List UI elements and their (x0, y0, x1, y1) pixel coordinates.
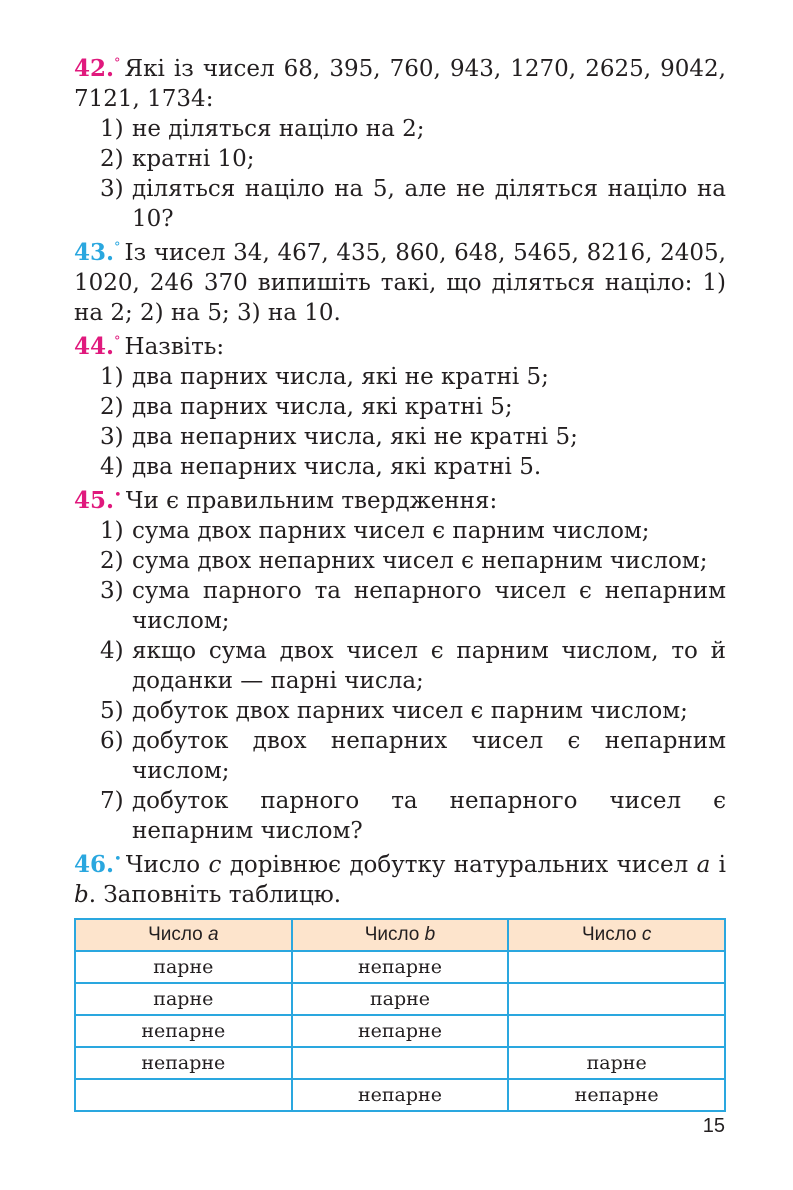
exercise-46 (74, 850, 726, 1112)
exercise-42-intro (74, 54, 726, 114)
exercise-number: 46. (74, 851, 115, 878)
item-text: добуток двох непарних чисел є непарним числом; (132, 728, 726, 784)
list-item (74, 452, 726, 482)
exercise-46-intro (74, 850, 726, 910)
page-number: 15 (702, 1115, 725, 1137)
list-item (74, 392, 726, 422)
header-text: Число (148, 924, 208, 945)
list-item (74, 636, 726, 696)
exercise-number: 42. (74, 55, 115, 82)
difficulty-circle-icon: ° (114, 334, 121, 350)
exercise-text: Число (125, 852, 209, 878)
exercise-text: Чи є правильним твердження: (125, 488, 498, 514)
exercise-text: дорівнює добутку натуральних чисел (221, 852, 697, 878)
table-cell: непарне (508, 1079, 725, 1111)
table-row (75, 1015, 725, 1047)
list-item (74, 786, 726, 846)
header-text: Число (364, 924, 425, 945)
table-cell: парне (75, 951, 292, 983)
exercise-45 (74, 486, 726, 846)
exercise-text: і (710, 852, 727, 878)
item-label: 2) (100, 394, 124, 420)
list-item (74, 726, 726, 786)
table-cell (508, 983, 725, 1015)
table-header-row (75, 919, 725, 951)
item-label: 3) (100, 578, 124, 604)
list-item (74, 362, 726, 392)
header-variable: a (208, 924, 219, 945)
table-cell: непарне (75, 1047, 292, 1079)
table-cell: непарне (292, 1079, 509, 1111)
list-item (74, 174, 726, 234)
item-text: два парних числа, які кратні 5; (132, 394, 513, 420)
difficulty-dot-icon: • (114, 488, 122, 504)
item-text: два непарних числа, які не кратні 5; (132, 424, 578, 450)
item-text: якщо сума двох чисел є парним числом, то й доданки — парні числа; (132, 638, 726, 694)
exercise-text: . Заповніть таблицю. (88, 882, 342, 908)
item-text: два непарних числа, які кратні 5. (132, 454, 542, 480)
list-item (74, 546, 726, 576)
exercise-43 (74, 238, 726, 328)
difficulty-circle-icon: ° (114, 56, 121, 72)
exercise-text: Із чисел 34, 467, 435, 860, 648, 5465, 8216, 2405, 1020, 246 370 випишіть такі, що діляться націло: 1) на 2; 2) на 5; 3) на 10. (74, 240, 726, 326)
item-label: 7) (100, 788, 124, 814)
exercise-number: 44. (74, 333, 115, 360)
header-variable: c (641, 924, 652, 945)
item-label: 2) (100, 146, 124, 172)
table-cell (508, 1015, 725, 1047)
list-item (74, 144, 726, 174)
item-text: сума двох парних чисел є парним числом; (132, 518, 650, 544)
exercise-44-intro (74, 332, 726, 362)
exercise-number: 45. (74, 487, 115, 514)
column-header-b (292, 919, 509, 951)
list-item (74, 576, 726, 636)
item-text: добуток двох парних чисел є парним числом; (132, 698, 688, 724)
item-label: 1) (100, 116, 124, 142)
item-label: 2) (100, 548, 124, 574)
table-cell: парне (508, 1047, 725, 1079)
table-row (75, 1079, 725, 1111)
table-row (75, 983, 725, 1015)
item-text: добуток парного та непарного чисел є непарним числом? (132, 788, 726, 844)
variable-c: c (208, 852, 222, 878)
list-item (74, 516, 726, 546)
item-label: 4) (100, 454, 124, 480)
item-text: не діляться націло на 2; (132, 116, 425, 142)
parity-table (74, 918, 726, 1112)
table-cell: непарне (292, 1015, 509, 1047)
table-row (75, 1047, 725, 1079)
item-label: 4) (100, 638, 124, 664)
table-cell: непарне (292, 951, 509, 983)
textbook-page (74, 54, 726, 1116)
exercise-text: Назвіть: (124, 334, 225, 360)
item-label: 3) (100, 176, 124, 202)
table-cell (508, 951, 725, 983)
item-text: діляться націло на 5, але не діляться націло на 10? (132, 176, 726, 232)
item-label: 5) (100, 698, 124, 724)
exercise-45-intro (74, 486, 726, 516)
column-header-c (508, 919, 725, 951)
table-cell: парне (75, 983, 292, 1015)
difficulty-circle-icon: ° (114, 240, 121, 256)
difficulty-dot-icon: • (114, 852, 122, 868)
item-label: 6) (100, 728, 124, 754)
item-text: сума двох непарних чисел є непарним числом; (132, 548, 708, 574)
table-cell: непарне (75, 1015, 292, 1047)
exercise-text: Які із чисел 68, 395, 760, 943, 1270, 2625, 9042, 7121, 1734: (74, 56, 726, 112)
header-text: Число (581, 924, 642, 945)
item-label: 3) (100, 424, 124, 450)
list-item (74, 422, 726, 452)
variable-b: b (74, 882, 89, 908)
variable-a: a (696, 852, 711, 878)
table-cell: парне (292, 983, 509, 1015)
table-cell (292, 1047, 509, 1079)
list-item (74, 114, 726, 144)
table-row (75, 951, 725, 983)
header-variable: b (424, 924, 436, 945)
item-text: кратні 10; (132, 146, 255, 172)
item-label: 1) (100, 364, 124, 390)
exercise-44 (74, 332, 726, 482)
exercise-number: 43. (74, 239, 115, 266)
list-item (74, 696, 726, 726)
item-text: два парних числа, які не кратні 5; (132, 364, 549, 390)
table-cell (75, 1079, 292, 1111)
item-label: 1) (100, 518, 124, 544)
exercise-43-intro (74, 238, 726, 328)
exercise-42 (74, 54, 726, 234)
item-text: сума парного та непарного чисел є непарним числом; (132, 578, 726, 634)
column-header-a (75, 919, 292, 951)
